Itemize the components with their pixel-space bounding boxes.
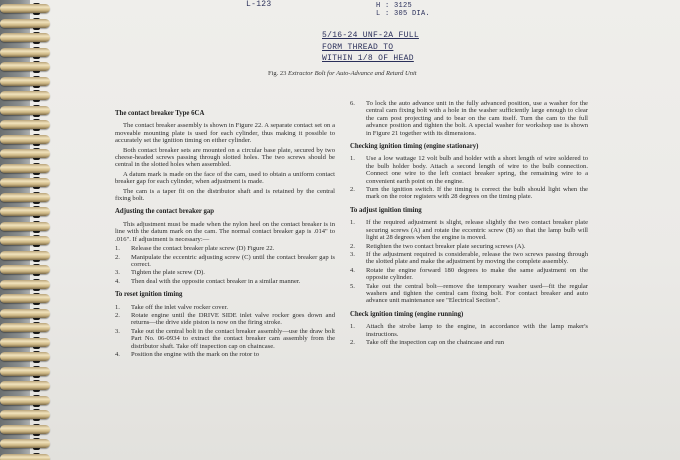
binding-coil [0, 309, 50, 318]
binding-coil [0, 164, 50, 173]
step-text: To lock the auto advance unit in the fully advanced position, use a washer for the central cam fixing bolt with a hole in the washer sufficiently large enough to clear the cam post projecting and to bear on the cam itself. Turn the cam to the full advance position and tighten the bolt. A special washer for workshop use is shown in Figure 21 together with its dimensions. [366, 100, 588, 137]
reset-steps-list [115, 304, 335, 359]
step-number: 2. [115, 253, 120, 261]
paragraph: Both contact breaker sets are mounted on a circular base plate, secured by two cheese-headed screws passing through slotted holes. The two screws should be central in the slotted holes when assembled. [115, 146, 335, 169]
list-item [350, 323, 588, 338]
binding-coil [0, 106, 50, 115]
binding-coil [0, 120, 50, 129]
step-number: 1. [115, 245, 120, 253]
binding-coil [0, 454, 50, 460]
step-number: 3. [350, 250, 355, 258]
step-number: 2. [115, 311, 120, 319]
step-number: 3. [115, 327, 120, 335]
list-item [350, 155, 588, 185]
step-number: 6. [350, 100, 355, 107]
step-text: If the required adjustment is slight, release slightly the two contact breaker plate securing screws (A) and rotate the eccentric screw (B) so that the lamp bulb will light at 28 degrees when the engine is moved. [366, 219, 588, 242]
binding-coil [0, 396, 50, 405]
step-text: Take off the inlet valve rocker cover. [131, 303, 228, 311]
step-text: Turn the ignition switch. If the timing is correct the bulb should light when the mark on the rotor registers with 28 degrees on the timing plate. [366, 186, 588, 201]
step-text: Manipulate the eccentric adjusting screw (C) until the contact breaker gap is correct. [131, 253, 335, 268]
list-item [115, 312, 335, 327]
step-number: 2. [350, 186, 355, 194]
binding-coil [0, 135, 50, 144]
binding-coil [0, 381, 50, 390]
handwritten-top-label: L-123 [246, 0, 272, 9]
binding-coil [0, 62, 50, 71]
step-number: 5. [350, 282, 355, 290]
binding-coil [0, 280, 50, 289]
check-running-list [350, 323, 588, 346]
binding-coil [0, 48, 50, 57]
step-number: 2. [350, 242, 355, 250]
binding-coil [0, 207, 50, 216]
paragraph: The cam is a taper fit on the distributor shaft and is retained by the central fixing bolt. [115, 187, 335, 203]
heading-check-running: Check ignition timing (engine running) [350, 310, 464, 318]
step-text: Use a low wattage 12 volt bulb and holder with a short length of wire soldered to the bulb holder body. Attach a second length of wire to the bulb connection. Connect one wire to the left contact breaker spring, the remaining wire to a convenient earth point on the engine. [366, 155, 588, 185]
step-number: 4. [115, 350, 120, 358]
heading-check-stationary: Checking ignition timing (engine stationary) [350, 143, 479, 151]
list-item [350, 100, 588, 137]
binding-coil [0, 265, 50, 274]
right-column [350, 100, 588, 349]
binding-coil [0, 149, 50, 158]
binding-coil [0, 425, 50, 434]
step-number: 1. [350, 219, 355, 227]
step-six-list [350, 100, 588, 137]
paragraph: A datum mark is made on the face of the cam, used to obtain a uniform contact breaker gap for each cylinder, when adjustment is made. [115, 170, 335, 186]
handwritten-spec-2: L : 305 DIA. [376, 10, 431, 18]
step-text: If the adjustment required is considerable, release the two screws passing through the slotted plate and make the adjustment by moving the complete assembly. [366, 250, 588, 266]
binding-coil [0, 323, 50, 332]
handwritten-spec-1: H : 3125 [376, 2, 413, 10]
step-number: 1. [115, 303, 120, 311]
step-text: Take out the central bolt in the contact breaker assembly—use the draw bolt Part No. 06-0934 to extract the contact breaker cam assembly from the distributor shaft. Take off inspection cap on chaincase. [131, 327, 335, 350]
step-text: Then deal with the opposite contact breaker in a similar manner. [131, 277, 301, 285]
list-item [115, 304, 335, 311]
list-item [350, 251, 588, 266]
binding-coil [0, 193, 50, 202]
list-item [350, 267, 588, 282]
paragraph: This adjustment must be made when the nylon heel on the contact breaker is in line with the datum mark on the cam. The normal contact breaker gap is .014" to .016". If adjustment is necessary:— [115, 220, 335, 243]
binding-coil [0, 77, 50, 86]
list-item [115, 328, 335, 350]
heading-contact-breaker: The contact breaker Type 6CA [115, 110, 205, 117]
binding-coil [0, 33, 50, 42]
handwritten-note-3: WITHIN 1/8 OF HEAD [322, 54, 414, 63]
step-text: Release the contact breaker plate screw (D) Figure 22. [131, 245, 275, 253]
step-number: 1. [350, 155, 355, 163]
binding-coil [0, 178, 50, 187]
binding-coil [0, 367, 50, 376]
step-number: 3. [115, 269, 120, 277]
binding-coil [0, 410, 50, 419]
step-text: Rotate engine until the DRIVE SIDE inlet valve rocker goes down and returns—the drive side piston is now on the firing stroke. [131, 311, 335, 327]
paragraph: The contact breaker assembly is shown in Figure 22. A separate contact set on a moveable mounting plate is used for each cylinder, thus making it possible to accurately set the ignition timing on either cylinder. [115, 122, 335, 145]
list-item [115, 278, 335, 285]
list-item [115, 269, 335, 276]
check-stationary-list [350, 155, 588, 200]
step-number: 4. [350, 266, 355, 274]
binding-coil [0, 338, 50, 347]
step-number: 4. [115, 277, 120, 285]
binding-coil [0, 251, 50, 260]
step-text: Tighten the plate screw (D). [131, 269, 205, 277]
left-column [115, 104, 335, 361]
step-text: Retighten the two contact breaker plate securing screws (A). [366, 242, 526, 250]
list-item [350, 186, 588, 201]
step-text: Attach the strobe lamp to the engine, in accordance with the lamp maker's instructions. [366, 323, 588, 338]
heading-adjusting-gap: Adjusting the contact breaker gap [115, 208, 215, 216]
list-item [350, 219, 588, 241]
binding-coil [0, 19, 50, 28]
binding-coil [0, 4, 50, 13]
list-item [115, 245, 335, 252]
figure-caption [268, 70, 417, 77]
list-item [350, 339, 588, 346]
figure-caption-text: Extractor Bolt for Auto-Advance and Retard Unit [288, 70, 417, 77]
list-item [350, 243, 588, 250]
binding-coil [0, 91, 50, 100]
step-text: Rotate the engine forward 180 degrees to make the same adjustment on the opposite cylinder. [366, 266, 588, 282]
figure-number: Fig. 23 [268, 70, 287, 77]
step-number: 1. [350, 323, 355, 331]
gap-steps-list [115, 245, 335, 285]
binding-coil [0, 439, 50, 448]
handwritten-note-2: FORM THREAD TO [322, 43, 394, 52]
handwritten-note-1: 5/16-24 UNF-2A FULL [322, 31, 419, 40]
adjust-timing-list [350, 219, 588, 304]
manual-page [30, 0, 680, 460]
list-item [115, 254, 335, 269]
list-item [115, 351, 335, 358]
binding-coil [0, 294, 50, 303]
step-text: Take off the inspection cap on the chaincase and run [366, 338, 505, 346]
list-item [350, 283, 588, 305]
step-text: Take out the central bolt—remove the temporary washer used—fit the regular washers and tighten the central cam fixing bolt. For contact breaker and auto advance unit maintenance see "Electrical Section". [366, 282, 588, 305]
step-text: Position the engine with the mark on the rotor to [131, 350, 260, 358]
heading-adjust-timing: To adjust ignition timing [350, 206, 422, 214]
step-number: 2. [350, 338, 355, 346]
binding-coil [0, 222, 50, 231]
binding-coil [0, 236, 50, 245]
binding-coil [0, 352, 50, 361]
heading-reset-timing: To reset ignition timing [115, 291, 183, 299]
